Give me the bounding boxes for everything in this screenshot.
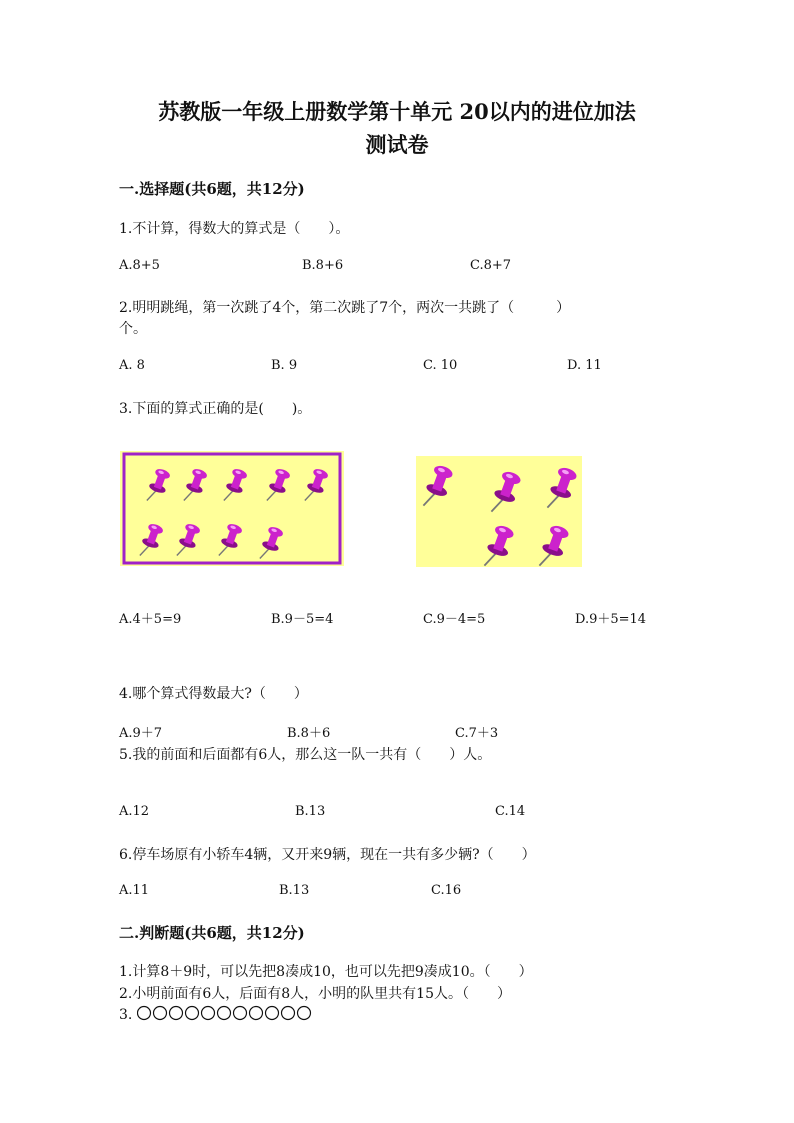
- circle-icon: [185, 1007, 198, 1020]
- pushpin-icon: [257, 525, 285, 563]
- circle-icon: [217, 1007, 230, 1020]
- q6-text: 6.停车场原有小轿车4辆，又开来9辆，现在一共有多少辆?（ ）: [119, 847, 536, 863]
- q1-option-b: B.8+6: [302, 258, 344, 273]
- q3-option-c: C.9－4=5: [423, 612, 486, 627]
- pushpin-group-left: [120, 451, 344, 566]
- circle-icon: [233, 1007, 246, 1020]
- pushpin-icon: [174, 522, 202, 560]
- circle-icon: [201, 1007, 214, 1020]
- pushpin-group-right: [416, 456, 582, 567]
- pushpin-icon: [420, 463, 455, 512]
- pushpin-icon: [302, 467, 330, 505]
- pushpin-icon: [544, 465, 579, 514]
- q1-text: 1.不计算，得数大的算式是（ ）。: [119, 221, 350, 237]
- j1-text: 1.计算8＋9时，可以先把8凑成10，也可以先把9凑成10。（ ）: [119, 964, 533, 980]
- circle-icon: [249, 1007, 262, 1020]
- pushpin-icon: [488, 469, 523, 518]
- section2-heading: 二.判断题(共6题，共12分): [119, 924, 305, 942]
- q3-text: 3.下面的算式正确的是( )。: [119, 401, 312, 417]
- q2-option-d: D. 11: [567, 358, 602, 373]
- pushpin-icon: [481, 523, 516, 567]
- j3-label: 3.: [119, 1007, 133, 1023]
- q6-option-a: A.11: [119, 883, 150, 898]
- q2-option-c: C. 10: [423, 358, 458, 373]
- circle-icon: [265, 1007, 278, 1020]
- j2-text: 2.小明前面有6人，后面有8人，小明的队里共有15人。（ ）: [119, 986, 511, 1002]
- section1-heading: 一.选择题(共6题，共12分): [119, 180, 305, 198]
- circle-row: [137, 1005, 317, 1021]
- circle-icon: [169, 1007, 182, 1020]
- q4-option-a: A.9＋7: [119, 726, 163, 741]
- circle-icon: [281, 1007, 294, 1020]
- circle-icon: [297, 1007, 310, 1020]
- q2-option-b: B. 9: [271, 358, 298, 373]
- q3-option-b: B.9－5=4: [271, 612, 334, 627]
- pushpin-icon: [221, 467, 249, 505]
- q5-option-a: A.12: [119, 804, 150, 819]
- pushpin-icon: [181, 467, 209, 505]
- page-title-line2: 测试卷: [365, 132, 429, 157]
- page-title-line1: 苏教版一年级上册数学第十单元 20以内的进位加法: [158, 99, 636, 124]
- pushpin-icon: [536, 523, 571, 567]
- pushpin-picture-right: [416, 456, 582, 567]
- q4-text: 4.哪个算式得数最大?（ ）: [119, 686, 308, 702]
- j3-row: [119, 1005, 317, 1023]
- q6-option-c: C.16: [431, 883, 462, 898]
- circle-icon: [153, 1007, 166, 1020]
- q3-option-a: A.4＋5=9: [119, 612, 182, 627]
- pushpin-icon: [264, 467, 292, 505]
- q6-option-b: B.13: [279, 883, 310, 898]
- pushpin-icon: [216, 522, 244, 560]
- q3-option-d: D.9＋5=14: [575, 612, 647, 627]
- q2-option-a: A. 8: [119, 358, 145, 373]
- q2-text-line1: 2.明明跳绳，第一次跳了4个，第二次跳了7个，两次一共跳了（ ）: [119, 300, 571, 316]
- pushpin-picture-left: [120, 451, 344, 566]
- q5-option-c: C.14: [495, 804, 526, 819]
- q5-text: 5.我的前面和后面都有6人，那么这一队一共有（ ）人。: [119, 747, 492, 763]
- q1-option-c: C.8+7: [470, 258, 512, 273]
- pushpin-icon: [137, 522, 165, 560]
- pushpin-icon: [144, 467, 172, 505]
- circle-icon: [137, 1007, 150, 1020]
- q2-text-line2: 个。: [119, 321, 147, 337]
- q5-option-b: B.13: [295, 804, 326, 819]
- q4-option-b: B.8＋6: [287, 726, 331, 741]
- q1-option-a: A.8+5: [119, 258, 160, 273]
- q4-option-c: C.7＋3: [455, 726, 499, 741]
